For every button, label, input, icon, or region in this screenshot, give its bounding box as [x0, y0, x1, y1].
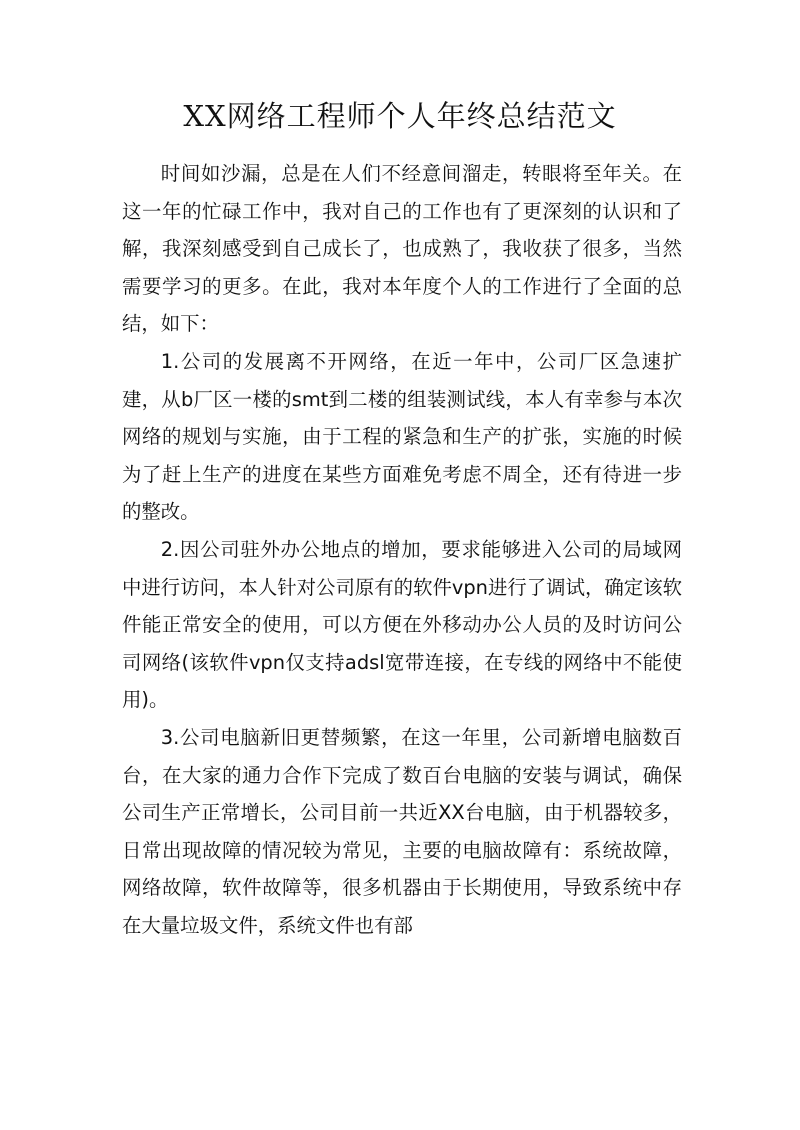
- paragraph-item-2: 2.因公司驻外办公地点的增加，要求能够进入公司的局域网中进行访问，本人针对公司原有的软件vpn进行了调试，确定该软件能正常安全的使用，可以方便在外移动办公人员的及时访问公司网络(该软件vpn仅支持adsl宽带连接，在专线的网络中不能使用)。: [122, 537, 682, 712]
- document-title: XX网络工程师个人年终总结范文: [183, 99, 617, 133]
- paragraph-item-1: 1.公司的发展离不开网络，在近一年中，公司厂区急速扩建，从b厂区一楼的smt到二楼的组装测试线，本人有幸参与本次网络的规划与实施，由于工程的紧急和生产的扩张，实施的时候为了赶上生产的进度在某些方面难免考虑不周全，还有待进一步的整改。: [122, 349, 682, 524]
- paragraph-item-3: 3.公司电脑新旧更替频繁，在这一年里，公司新增电脑数百台，在大家的通力合作下完成了数百台电脑的安装与调试，确保公司生产正常增长，公司目前一共近XX台电脑，由于机器较多，日常出现故障的情况较为常见，主要的电脑故障有：系统故障，网络故障，软件故障等，很多机器由于长期使用，导致系统中存在大量垃圾文件，系统文件也有部: [122, 725, 682, 937]
- paragraph-intro: 时间如沙漏，总是在人们不经意间溜走，转眼将至年关。在这一年的忙碌工作中，我对自己的工作也有了更深刻的认识和了解，我深刻感受到自己成长了，也成熟了，我收获了很多，当然需要学习的更多。在此，我对本年度个人的工作进行了全面的总结，如下：: [122, 162, 682, 336]
- document-body: [122, 155, 682, 944]
